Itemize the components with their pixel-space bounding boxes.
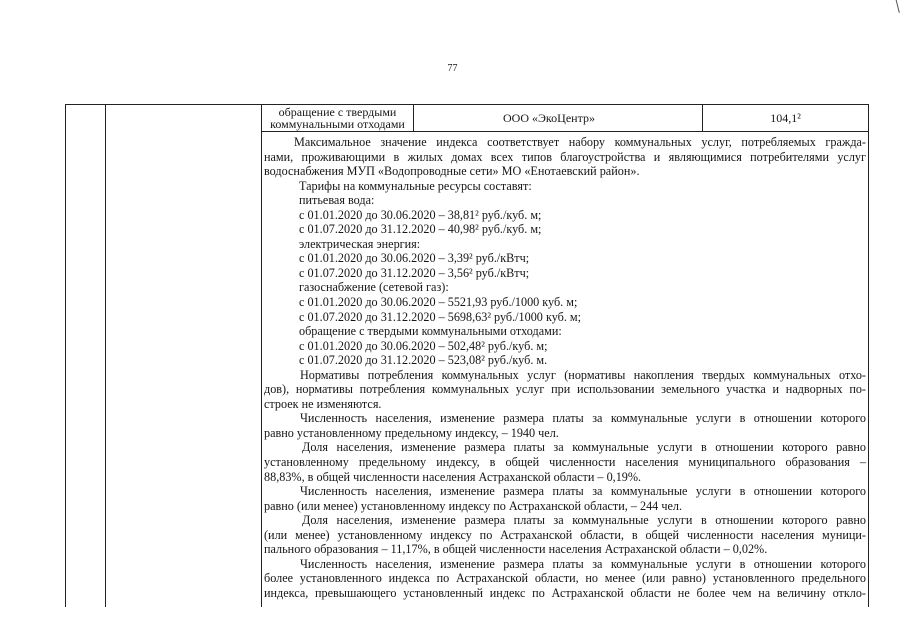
- share-max-index-line: 88,83%, в общей численности населения Астраханской области – 0,19%.: [264, 469, 642, 484]
- norms-note-line: дов), нормативы потребления коммунальных услуг при использовании земельного участка и надворных по-: [264, 382, 866, 397]
- tariff-table: [65, 104, 869, 607]
- share-regional-index-line: пального образования – 11,17%, в общей численности населения Астраханской области – 0,02%.: [264, 542, 768, 557]
- tariff-period-line: с 01.01.2020 до 30.06.2020 – 3,39² руб./кВтч;: [299, 251, 530, 266]
- tariff-period-line: с 01.01.2020 до 30.06.2020 – 5521,93 руб./1000 куб. м;: [299, 295, 578, 310]
- service-name-cell: обращение с твердыми коммунальными отходами: [262, 105, 414, 131]
- tariff-period-line: с 01.07.2020 до 31.12.2020 – 523,08² руб./куб. м.: [299, 353, 548, 368]
- share-max-index-line: установленному предельному индексу, в общей численности населения муниципального образования –: [264, 455, 866, 470]
- norms-note-line: строек не изменяются.: [264, 396, 382, 411]
- paragraph-population-max-index: [264, 411, 866, 440]
- max-index-note-line: нами, проживающими в жилых домах всех типов благоустройства и являющимися потребителями услуг: [264, 149, 866, 164]
- provider-cell: ООО «ЭкоЦентр»: [414, 105, 703, 131]
- norms-note-line: Нормативы потребления коммунальных услуг (нормативы накопления твердых коммунальных отхо-: [300, 367, 866, 382]
- waste-service-row: [262, 105, 868, 132]
- paragraph-tariffs: [264, 179, 866, 368]
- tariff-period-line: с 01.07.2020 до 31.12.2020 – 40,98² руб./куб. м;: [299, 222, 542, 237]
- paragraph-norms-note: [264, 368, 866, 412]
- scan-artifact-mark: [895, 0, 900, 13]
- tariffs-intro: Тарифы на коммунальные ресурсы составят:: [299, 178, 532, 193]
- share-max-index-line: Доля населения, изменение размера платы за коммунальные услуги в отношении которого равно: [302, 440, 866, 455]
- table-column-municipality: [106, 105, 262, 607]
- population-regional-index-line: равно (или менее) установленному индексу по Астраханской области, – 244 чел.: [264, 498, 682, 513]
- population-max-index-line: Численность населения, изменение размера платы за коммунальные услуги в отношении которого: [300, 411, 866, 426]
- share-regional-index-line: (или менее) установленному индексу по Астраханской области, в общей численности населения муници-: [264, 527, 866, 542]
- tariff-resource-waste: обращение с твердыми коммунальными отходами:: [299, 324, 562, 339]
- tariff-resource-water: питьевая вода:: [299, 193, 375, 208]
- tariff-period-line: с 01.01.2020 до 30.06.2020 – 502,48² руб./куб. м;: [299, 338, 548, 353]
- tariff-period-line: с 01.01.2020 до 30.06.2020 – 38,81² руб./куб. м;: [299, 207, 542, 222]
- share-regional-index-line: Доля населения, изменение размера платы за коммунальные услуги в отношении которого равно: [302, 513, 866, 528]
- description-text: [262, 132, 868, 601]
- index-value-cell: 104,1²: [770, 111, 801, 125]
- tariff-period-line: с 01.07.2020 до 31.12.2020 – 3,56² руб./кВтч;: [299, 265, 530, 280]
- max-index-note-line: водоснабжения МУП «Водопроводные сети» МО «Енотаевский район».: [264, 164, 640, 179]
- population-max-index-line: равно установленному предельному индексу, – 1940 чел.: [264, 425, 559, 440]
- tariff-resource-electricity: электрическая энергия:: [299, 236, 421, 251]
- table-column-description: [262, 105, 868, 607]
- paragraph-population-regional-index: [264, 484, 866, 513]
- population-regional-index-line: Численность населения, изменение размера платы за коммунальные услуги в отношении которого: [300, 484, 866, 499]
- population-above-regional-index-line: более установленного индекса по Астраханской области, но менее (или равно) установленного предельного: [264, 571, 866, 586]
- page-number: 77: [447, 63, 458, 74]
- paragraph-share-max-index: [264, 440, 866, 484]
- paragraph-share-regional-index: [264, 513, 866, 557]
- population-above-regional-index-line: Численность населения, изменение размера платы за коммунальные услуги в отношении которого: [300, 556, 866, 571]
- paragraph-population-above-regional-index: [264, 557, 866, 601]
- paragraph-max-index-note: [264, 135, 866, 179]
- table-column-number: [66, 105, 106, 607]
- tariff-resource-gas: газоснабжение (сетевой газ):: [299, 280, 449, 295]
- max-index-note-line: Максимальное значение индекса соответствует набору коммунальных услуг, потребляемых гражда-: [294, 135, 866, 149]
- population-above-regional-index-line: индекса, превышающего установленный индекс по Астраханской области не более чем на величину откло-: [264, 585, 866, 600]
- tariff-period-line: с 01.07.2020 до 31.12.2020 – 5698,63² руб./1000 куб. м;: [299, 309, 582, 324]
